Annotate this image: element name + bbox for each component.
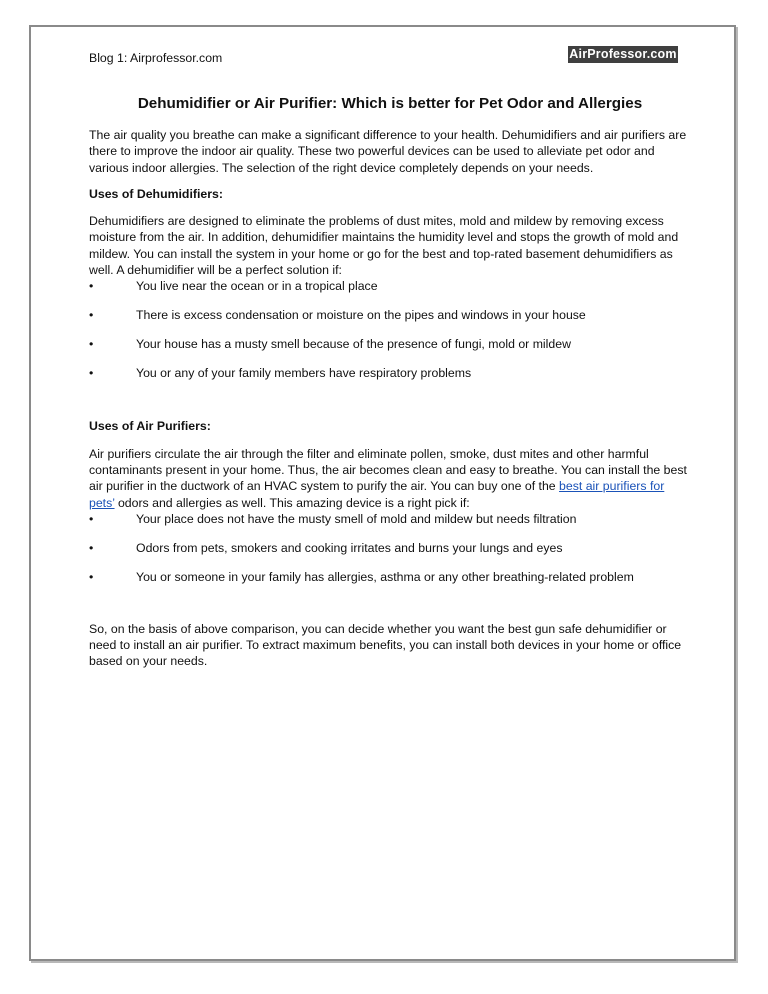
list-item [89,336,689,352]
page-header [89,46,689,66]
bullet-icon: • [89,540,94,555]
list-item-text: You live near the ocean or in a tropical place [136,279,378,294]
list-item-text: Your place does not have the musty smell of mold and mildew but needs filtration [136,511,577,526]
bullet-icon: • [89,337,94,352]
dehumidifiers-paragraph: Dehumidifiers are designed to eliminate the problems of dust mites, mold and mildew by removing excess moisture from the air. In addition, dehumidifier maintains the humidity level and stops the growth of mold and mildew. You can install the system in your home or go for the best and top-rated basement dehumidifiers as well. A dehumidifier will be a perfect solution if: [89,214,679,278]
bullet-icon: • [89,279,94,294]
purifiers-bullet-list [89,511,689,585]
conclusion-paragraph: So, on the basis of above comparison, you can decide whether you want the best gun safe dehumidifier or need to install an air purifier. To extract maximum benefits, you can install both devices in your home or office based on your needs. [89,621,682,669]
bullet-icon: • [89,366,94,381]
list-item-text: There is excess condensation or moisture on the pipes and windows in your house [136,308,586,323]
dehumidifiers-bullet-list [89,278,689,381]
bullet-icon: • [89,511,94,526]
list-item [89,540,689,556]
bullet-icon: • [89,308,94,323]
intro-paragraph: The air quality you breathe can make a significant difference to your health. Dehumidifiers and air purifiers are there to improve the indoor air quality. These two powerful devices can be used to alleviate pet odor and various indoor allergies. The selection of the right device completely depends on your needs. [89,128,687,175]
list-item [89,278,689,294]
purifiers-text-before-link: Air purifiers circulate the air through the filter and eliminate pollen, smoke, dust mites and other harmful contaminants present in your home. Thus, the air becomes clean and easy to breathe. You can install the best air purifier in the ductwork of an HVAC system to purify the air. You can buy one of the [89,446,687,494]
blog-label: Blog 1: Airprofessor.com [89,51,223,65]
list-item-text: You or any of your family members have respiratory problems [136,366,472,381]
list-item-text: Your house has a musty smell because of the presence of fungi, mold or mildew [136,337,571,352]
list-item [89,569,689,585]
list-item [89,307,689,323]
document-content [89,46,689,670]
purifiers-heading: Uses of Air Purifiers: [89,419,211,434]
list-item-text: Odors from pets, smokers and cooking irritates and burns your lungs and eyes [136,540,563,555]
best-air-purifiers-link[interactable]: best air purifiers for pets’ [89,479,665,510]
list-item-text: You or someone in your family has allergies, asthma or any other breathing-related problem [136,569,634,584]
purifiers-paragraph [89,446,689,511]
airprofessor-logo: AirProfessor.com [569,47,677,61]
document-title: Dehumidifier or Air Purifier: Which is better for Pet Odor and Allergies [137,95,643,112]
list-item [89,511,689,527]
bullet-icon: • [89,569,94,584]
dehumidifiers-heading: Uses of Dehumidifiers: [89,186,223,201]
purifiers-text-after-link: odors and allergies as well. This amazing device is a right pick if: [114,495,470,510]
list-item [89,365,689,381]
